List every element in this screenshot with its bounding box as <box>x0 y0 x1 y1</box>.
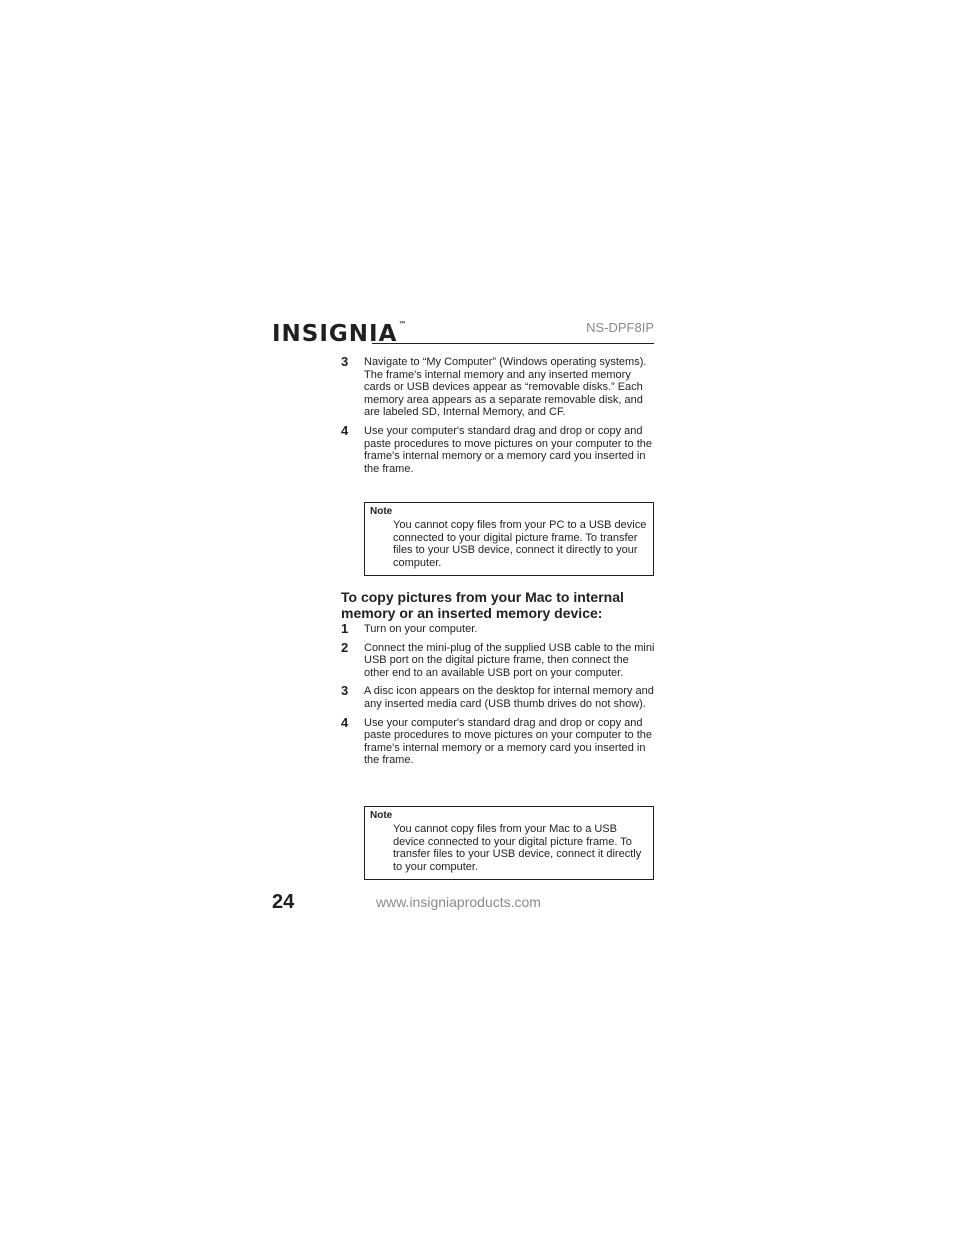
list-item <box>341 623 656 636</box>
note-title: Note <box>370 506 393 517</box>
trademark-mark: ™ <box>398 320 408 329</box>
steps-mac <box>341 623 656 773</box>
list-item <box>341 714 656 767</box>
list-item <box>341 639 656 680</box>
step-number: 4 <box>341 714 349 730</box>
note-box <box>364 502 654 576</box>
step-number: 3 <box>341 683 349 699</box>
page-number: 24 <box>272 891 295 913</box>
step-text: Connect the mini-plug of the supplied USB cable to the mini USB port on the digital picture frame, then connect the other end to an available USB port on your computer. <box>364 641 655 679</box>
steps-top <box>341 356 656 481</box>
logo-text: INSIGNIA <box>272 321 398 347</box>
insignia-logo <box>272 318 407 350</box>
step-text: Navigate to “My Computer” (Windows operating systems). The frame's internal memory and any inserted memory cards or USB devices appear as “removable disks.” Each memory area appears as a separate removable disk, and are labeled SD, Internal Memory, and CF. <box>364 356 647 419</box>
step-number: 1 <box>341 621 349 636</box>
step-text: A disc icon appears on the desktop for internal memory and any inserted media card (USB thumb drives do not show). <box>364 685 654 710</box>
step-text: Turn on your computer. <box>364 623 478 635</box>
note-title: Note <box>370 810 393 821</box>
note-text: You cannot copy files from your PC to a USB device connected to your digital picture frame. To transfer files to your USB device, connect it directly to your computer. <box>393 519 647 569</box>
step-number: 3 <box>341 354 349 369</box>
note-box <box>364 806 654 880</box>
model-number: NS-DPF8IP <box>586 320 654 335</box>
note-text: You cannot copy files from your Mac to a USB device connected to your digital picture frame. To transfer files to your USB device, connect it directly to your computer. <box>393 823 642 873</box>
footer-url[interactable]: www.insigniaproducts.com <box>376 894 541 910</box>
step-text: Use your computer's standard drag and drop or copy and paste procedures to move pictures on your computer to the frame's internal memory or a memory card you inserted in the frame. <box>364 424 652 475</box>
list-item <box>341 356 656 419</box>
step-number: 2 <box>341 639 349 655</box>
header-rule <box>372 343 654 344</box>
list-item <box>341 685 656 710</box>
section-heading: To copy pictures from your Mac to internal memory or an inserted memory device: <box>341 589 624 621</box>
step-number: 4 <box>341 422 349 438</box>
list-item <box>341 422 656 475</box>
step-text: Use your computer's standard drag and drop or copy and paste procedures to move pictures on your computer to the frame's internal memory or a memory card you inserted in the frame. <box>364 716 652 767</box>
